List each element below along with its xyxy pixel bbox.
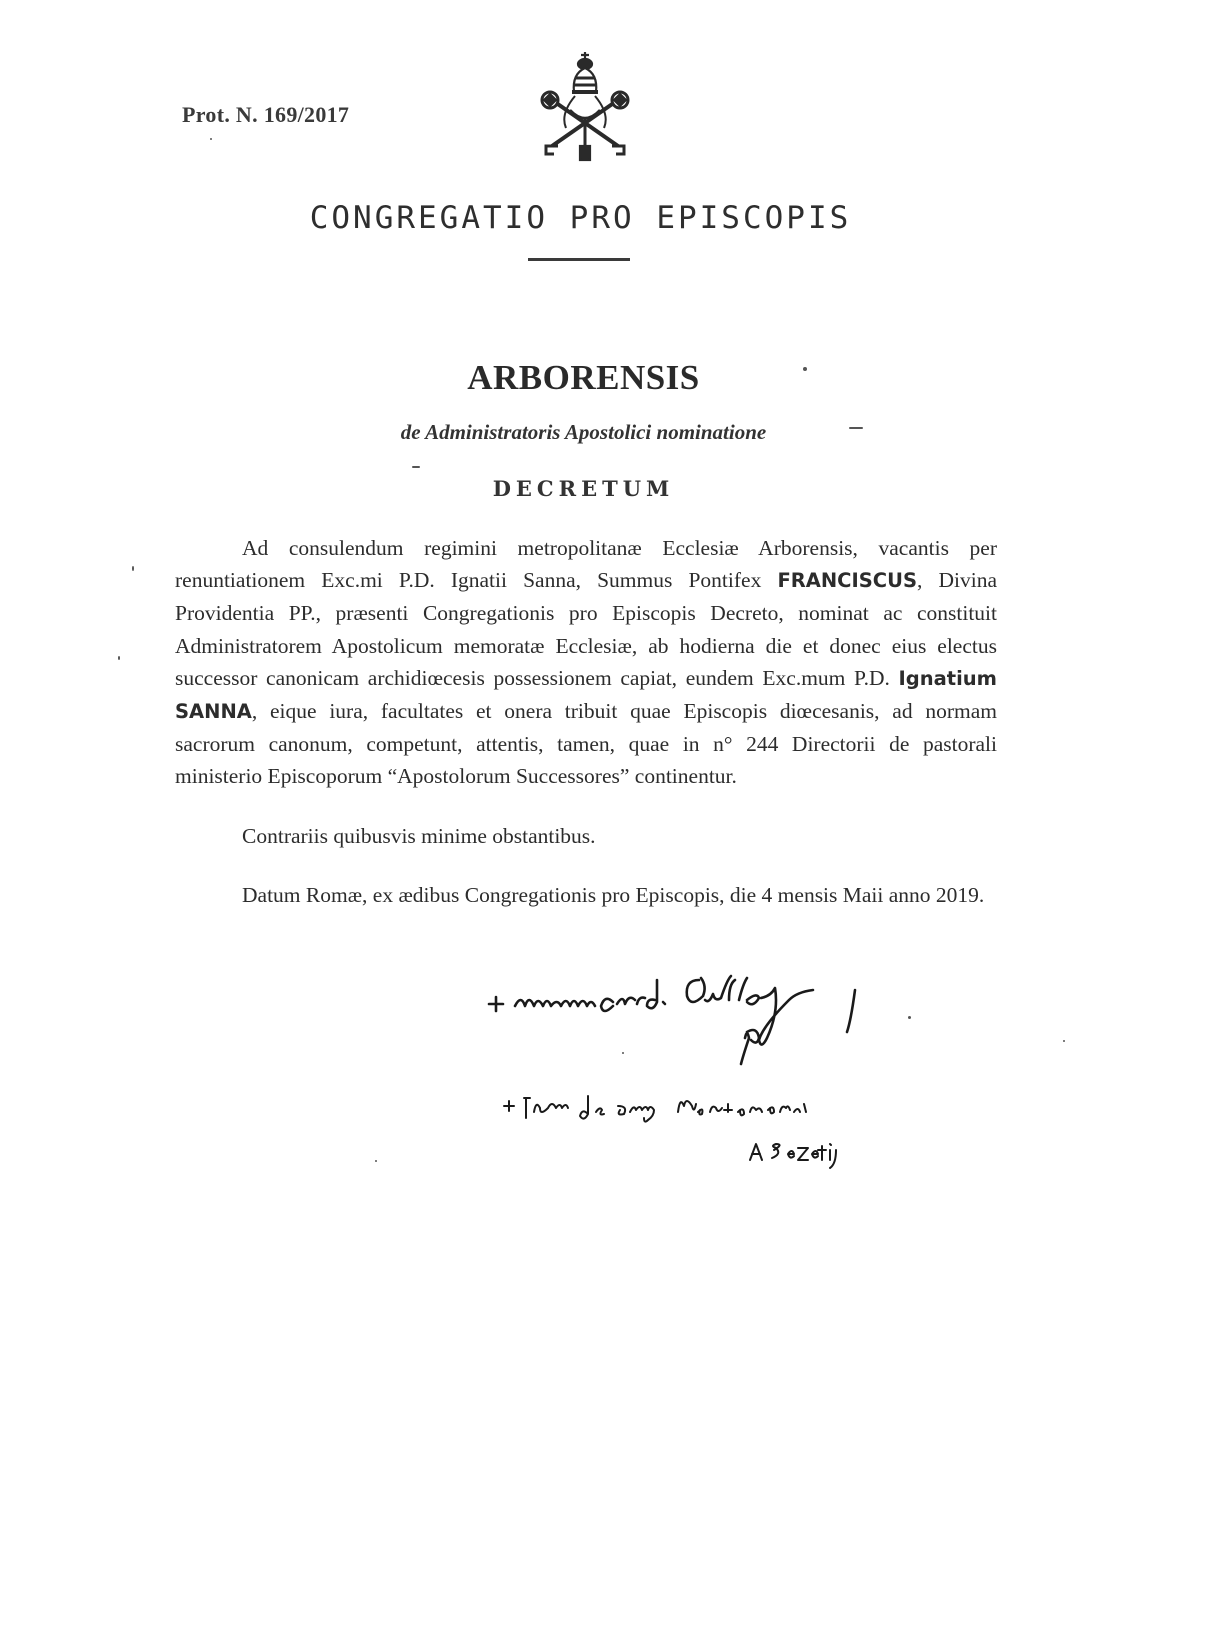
- decree-body: [175, 532, 997, 911]
- scan-speck: [803, 367, 807, 371]
- secretary-signature: [498, 1090, 918, 1180]
- papal-emblem-icon: [530, 48, 640, 168]
- scan-speck: [908, 1016, 911, 1019]
- heading-divider: [528, 258, 630, 261]
- scan-speck: [849, 427, 863, 429]
- protocol-number: Prot. N. 169/2017: [182, 102, 350, 127]
- closing-clause: Contrariis quibusvis minime obstantibus.: [242, 823, 596, 848]
- document-subtitle: de Administratoris Apostolici nominatione: [400, 420, 767, 444]
- paragraph-text: Ad consulendum regimini metropolitanæ Ecclesiæ Arborensis, vacantis per renuntiationem Exc.mi P.D. Ignatii Sanna, Summus Pontifex: [175, 536, 997, 593]
- administrator-name: Ignatium SANNA: [175, 666, 997, 724]
- scan-speck: [622, 1052, 624, 1054]
- scan-speck: [118, 656, 120, 660]
- dating-clause: Datum Romæ, ex ædibus Congregationis pro Episcopis, die 4 mensis Maii anno 2019.: [242, 882, 985, 907]
- paragraph-text: , Divina Providentia PP., præsenti Congregationis pro Episcopis Decreto, nominat ac constituit Administratorem Apostolicum memoratæ Ecclesiæ, ab hodierna die et donec eius electus successor canonicam archidiœcesis possessionem capiat, eundem Exc.mum P.D.: [175, 568, 997, 690]
- congregation-heading: CONGREGATIO PRO EPISCOPIS: [309, 200, 852, 236]
- scan-speck: [210, 138, 212, 140]
- scan-speck: [1063, 1040, 1065, 1042]
- scan-speck: [132, 566, 134, 571]
- prefect-signature: [485, 960, 945, 1080]
- decree-label: DECRETUM: [492, 476, 675, 501]
- scan-speck: [412, 466, 420, 468]
- pope-name: FRANCISCUS: [777, 569, 917, 593]
- paragraph-text: , eique iura, facultates et onera tribuit quae Episcopis diœcesanis, ad normam sacrorum canonum, competunt, attentis, tamen, quae in n° 244 Directorii de pastorali ministerio Episcoporum “Apostolorum Successores” continentur.: [175, 699, 997, 789]
- scan-speck: [375, 1160, 377, 1162]
- decree-paragraph: [175, 532, 997, 793]
- document-title: ARBORENSIS: [467, 358, 700, 397]
